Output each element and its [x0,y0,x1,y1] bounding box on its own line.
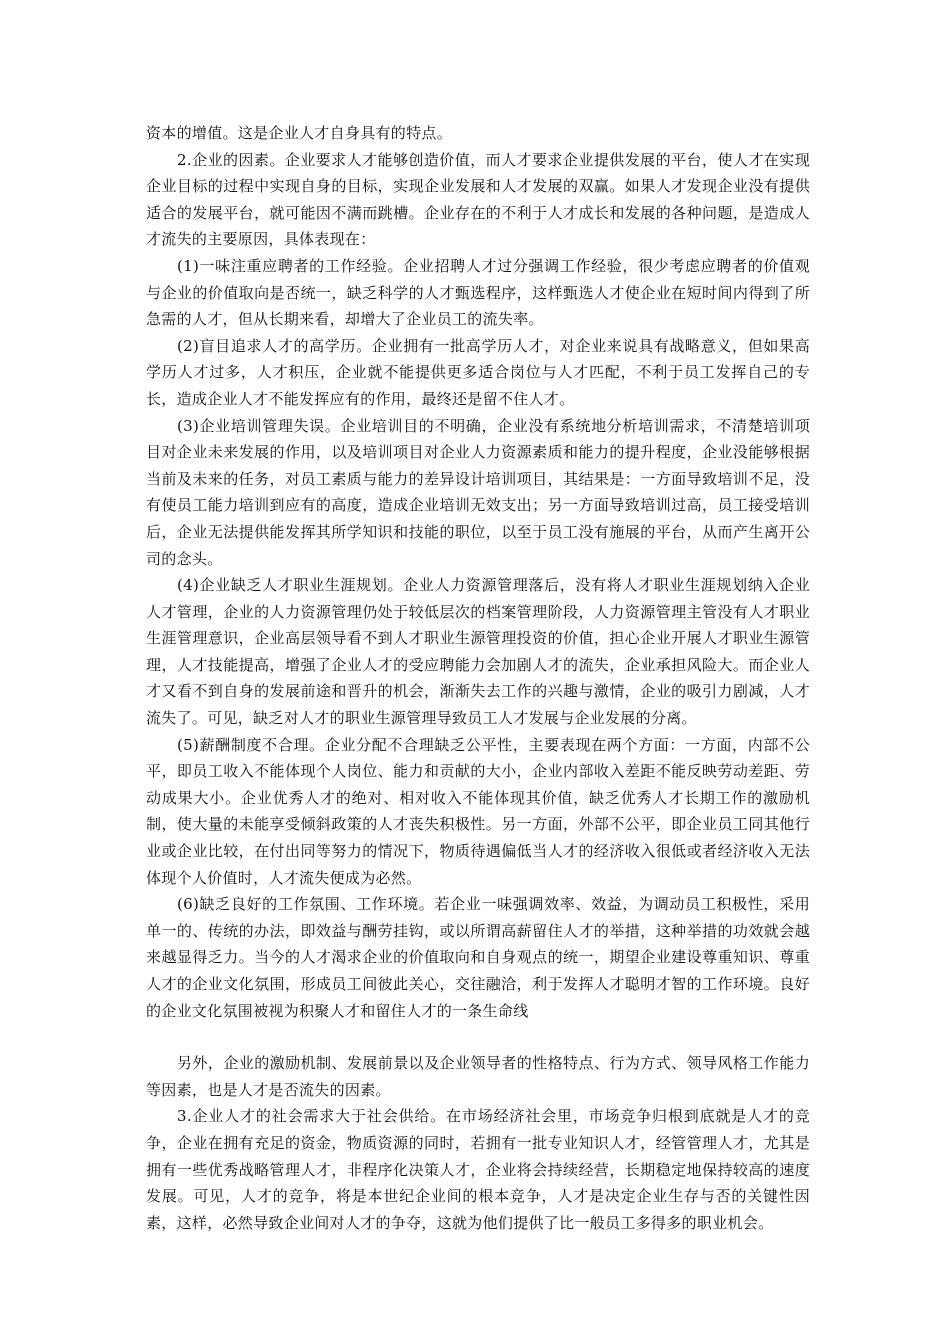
paragraph-item-4: (4)企业缺乏人才职业生涯规划。企业人力资源管理落后，没有将人才职业生涯规划纳入企业人才管理，企业的人力资源管理仍处于较低层次的档案管理阶段，人力资源管理主管没有人才职业生涯管理意识，企业高层领导看不到人才职业生源管理投资的价值，担心企业开展人才职业生源管理，人才技能提高，增强了企业人才的受应聘能力会加剧人才的流失，企业承担风险大。而企业人才又看不到自身的发展前途和晋升的机会，渐渐失去工作的兴趣与激情，企业的吸引力剧减，人才流失了。可见，缺乏对人才的职业生源管理导致员工人才发展与企业发展的分离。 [146,576,810,728]
paragraph-item-6: (6)缺乏良好的工作氛围、工作环境。若企业一味强调效率、效益，为调动员工积极性，采用单一的、传统的办法，即效益与酬劳挂钩，或以所谓高薪留住人才的举措，这种举措的功效就会越来越显得乏力。当今的人才渴求企业的价值取向和自身观点的统一，期望企业建设尊重知识、尊重人才的企业文化氛围，形成员工间彼此关心，交往融洽，利于发挥人才聪明才智的工作环境。良好的企业文化氛围被视为积聚人才和留住人才的一条生命线 [146,895,810,1020]
paragraph-item-2: (2)盲目追求人才的高学历。企业拥有一批高学历人才，对企业来说具有战略意义，但如果高学历人才过多，人才积压，企业就不能提供更多适合岗位与人才匹配，不利于员工发挥自己的专长，造成企业人才不能发挥应有的作用，最终还是留不住人才。 [146,336,810,408]
document-body [146,120,810,1236]
paragraph-enterprise-factors: 2.企业的因素。企业要求人才能够创造价值，而人才要求企业提供发展的平台，使人才在实现企业目标的过程中实现自身的目标，实现企业发展和人才发展的双赢。如果人才发现企业没有提供适合的发展平台，就可能因不满而跳槽。企业存在的不利于人才成长和发展的各种问题，是造成人才流失的主要原因，具体表现在： [146,150,810,249]
paragraph-social-demand: 3.企业人才的社会需求大于社会供给。在市场经济社会里，市场竞争归根到底就是人才的竞争，企业在拥有充足的资金，物质资源的同时，若拥有一批专业知识人才，经管管理人才，尤其是拥有一些优秀战略管理人才，非程序化决策人才，企业将会持续经营，长期稳定地保持较高的速度发展。可见，人才的竞争，将是本世纪企业间的根本竞争，人才是决定企业生存与否的关键性因素，这样，必然导致企业间对人才的争夺，这就为他们提供了比一般员工多得多的职业机会。 [146,1107,810,1232]
paragraph-item-3: (3)企业培训管理失误。企业培训目的不明确，企业没有系统地分析培训需求，不清楚培训项目对企业未来发展的作用，以及培训项目对企业人力资源素质和能力的提升程度，企业没能够根据当前及未来的任务，对员工素质与能力的差异设计培训项目，其结果是：一方面导致培训不足，没有使员工能力培训到应有的高度，造成企业培训无效支出；另一方面导致培训过高，员工接受培训后，企业无法提供能发挥其所学知识和技能的职位，以至于员工没有施展的平台，从而产生离开公司的念头。 [146,416,810,568]
paragraph-item-5: (5)薪酬制度不合理。企业分配不合理缺乏公平性，主要表现在两个方面：一方面，内部不公平，即员工收入不能体现个人岗位、能力和贡献的大小，企业内部收入差距不能反映劳动差距、劳动成果大小。企业优秀人才的绝对、相对收入不能体现其价值，缺乏优秀人才长期工作的激励机制，使大量的未能享受倾斜政策的人才丧失积极性。另一方面，外部不公平，即企业员工同其他行业或企业比较，在付出同等努力的情况下，物质待遇偏低当人才的经济收入很低或者经济收入无法体现个人价值时，人才流失便成为必然。 [146,735,810,887]
paragraph-continuation: 资本的增值。这是企业人才自身具有的特点。 [146,124,453,142]
paragraph-item-1: (1)一味注重应聘者的工作经验。企业招聘人才过分强调工作经验，很少考虑应聘者的价值观与企业的价值取向是否统一，缺乏科学的人才甄选程序，这样甄选人才使企业在短时间内得到了所急需的人才，但从长期来看，却增大了企业员工的流失率。 [146,256,810,329]
paragraph-additional-factors: 另外，企业的激励机制、发展前景以及企业领导者的性格特点、行为方式、领导风格工作能力等因素，也是人才是否流失的因素。 [146,1054,810,1099]
